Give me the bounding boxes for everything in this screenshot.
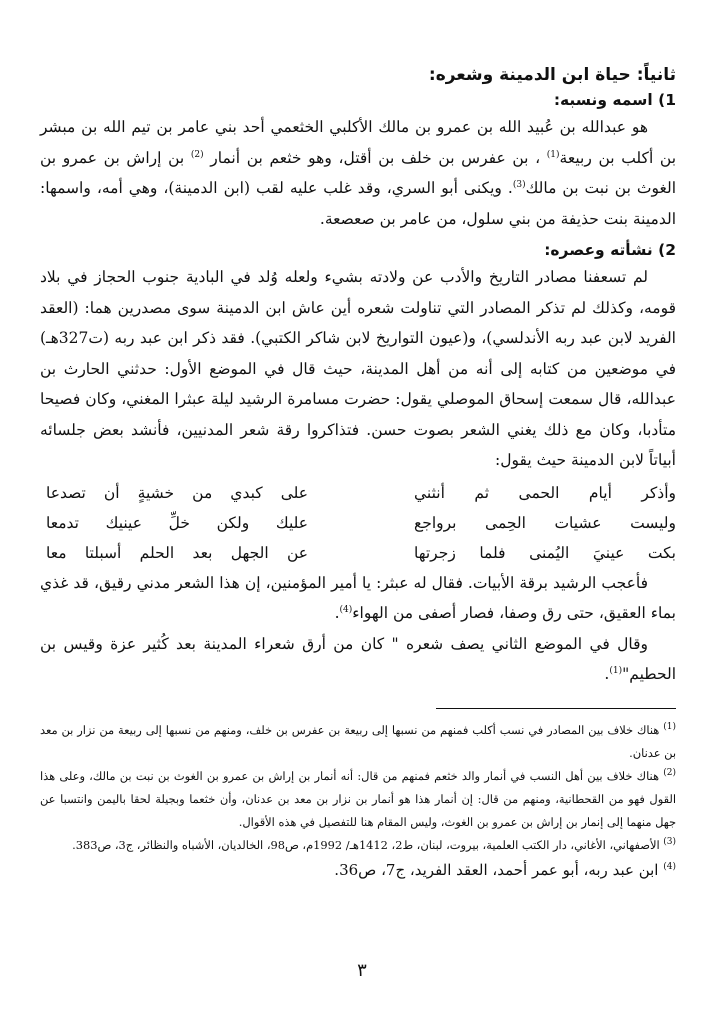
footnote-ref: (2): [190, 149, 204, 160]
text-run: فأعجب الرشيد برقة الأبيات. فقال له عبثر: يا أمير المؤمنين، إن هذا الشعر مدني رقيق، قد غذي بماء العقيق، حتى رق وصفا، فصار أصفى من الهواء: [40, 573, 676, 622]
footnote-number: (1): [663, 721, 676, 732]
page-number: ٣: [357, 960, 367, 981]
footnote: [40, 834, 676, 857]
footnote-divider: [436, 708, 676, 709]
footnote-ref: (1): [609, 665, 623, 676]
poem-verse: [40, 478, 676, 508]
text-run: ، بن عفرس بن خلف بن أقتل، وهو خثعم بن أنمار: [210, 148, 541, 167]
poem-verse: [40, 538, 676, 568]
text-run: بن إراش بن عمرو بن الغوث بن نبت بن مالك: [40, 148, 676, 197]
verse-second-hemistich: عليك ولكن خلِّ عينيك تدمعا: [46, 513, 308, 532]
text-run: .: [604, 665, 610, 683]
footnote: [40, 765, 676, 834]
footnote-number: (3): [663, 836, 676, 847]
verse-first-hemistich: بكت عينيَ اليُمنى فلما زجرتها: [414, 543, 676, 562]
poem-verse: [40, 508, 676, 538]
paragraph-rashid: [40, 568, 676, 629]
footnote-number: (4): [663, 861, 676, 872]
subsection-title-name-lineage: 1) اسمه ونسبه:: [553, 91, 676, 109]
footnote-text: الأصفهاني، الأغاني، دار الكتب العلمية، بيروت، لبنان، ط2، 1412هـ/ 1992م، ص98، الخالديان، الأشباه والنظائر، ج3، ص383.: [72, 837, 660, 852]
text-run: .: [334, 604, 340, 622]
poem: [40, 478, 676, 568]
footnote-text: ابن عبد ربه، أبو عمر أحمد، العقد الفريد، ج7، ص36.: [334, 860, 659, 879]
text-run: . ويكنى أبو السري، وقد غلب عليه لقب (ابن الدمينة)، وهي أمه، واسمها: الدمينة بنت حذيفة من بني سلول، من عامر بن صعصعة.: [40, 179, 676, 228]
page-body: [40, 62, 676, 883]
paragraph-upbringing: لم تسعفنا مصادر التاريخ والأدب عن ولادته بشيء ولعله وُلد في البادية جنوب الحجاز في بلاد قومه، وكذلك لم تذكر المصادر التي تناولت شعره أين عاش ابن الدمينة سوى مصدرين هما: (العقد الفريد لابن عبد ربه الأندلسي)، و(عيون التواريخ لابن شاكر الكتبي). فقد ذكر ابن عبد ربه (ت327هـ) في موضعين من كتابه إلى أنه من أهل المدينة، حيث قال في الموضع الأول: حدثني الحارث بن عبدالله، قال سمعت إسحاق الموصلي يقول: حضرت مسامرة الرشيد ليلة عبثرا المغني، وكان فصيحا متأدبا، وكان مع ذلك يغني الشعر بصوت حسن. فتذاكروا رقة شعر المدنيين، فأنشد بعض جلسائه أبياتاً لابن الدمينة حيث يقول:: [40, 268, 676, 469]
footnote-text: هناك خلاف بين أهل النسب في أنمار والد خثعم فمنهم من قال: أنه أنمار بن إراش بن عمرو بن الغوث بن نبت بن مالك، وعلى هذا القول فهو من القحطانية، ومنهم من قال: إن أنمار هذا هو أنمار بن نزار بن معد بن عدنان، وأن خثعما وبجيلة لحقا باليمن وانتسبا عن جهل منهما إلى إنمار بن إراش بن عمرو بن الغوث، وليس المقام هنا للتفصيل في هذه الأقوال.: [40, 768, 676, 829]
paragraph-second-mention: [40, 629, 676, 690]
footnote-ref: (1): [546, 149, 560, 160]
footnote-number: (2): [663, 767, 676, 778]
verse-second-hemistich: عن الجهل بعد الحلم أسبلتا معا: [46, 543, 308, 562]
footnote: [40, 719, 676, 765]
subsection-title-upbringing: 2) نشأته وعصره:: [544, 241, 676, 259]
paragraph-name-lineage: [40, 112, 676, 234]
verse-first-hemistich: وأذكر أيام الحمى ثم أنثني: [414, 483, 676, 502]
footnote-ref: (3): [512, 179, 526, 190]
footnote: [40, 857, 676, 883]
footnote-text: هناك خلاف بين المصادر في نسب أكلب فمنهم من نسبها إلى ربيعة بن عفرس بن خلف، ومنهم من نسبها إلى ربيعة من نزار بن معد بن عدنان.: [40, 722, 676, 760]
text-run: وقال في الموضع الثاني يصف شعره " كان من أرق شعراء المدينة بعد كُثير عزة وقيس بن الحطيم": [40, 634, 676, 683]
verse-first-hemistich: وليست عشيات الحِمى برواجع: [414, 513, 676, 532]
section-title: ثانياً: حياة ابن الدمينة وشعره:: [428, 65, 676, 85]
text-run: هو عبدالله بن عُبيد الله بن عمرو بن مالك الأكلبي الخثعمي أحد بني عامر بن تيم الله بن مبشر بن أكلب بن ربيعة: [40, 118, 677, 167]
verse-second-hemistich: على كبدي من خشيةٍ أن تصدعا: [46, 483, 308, 502]
footnote-ref: (4): [339, 604, 353, 615]
